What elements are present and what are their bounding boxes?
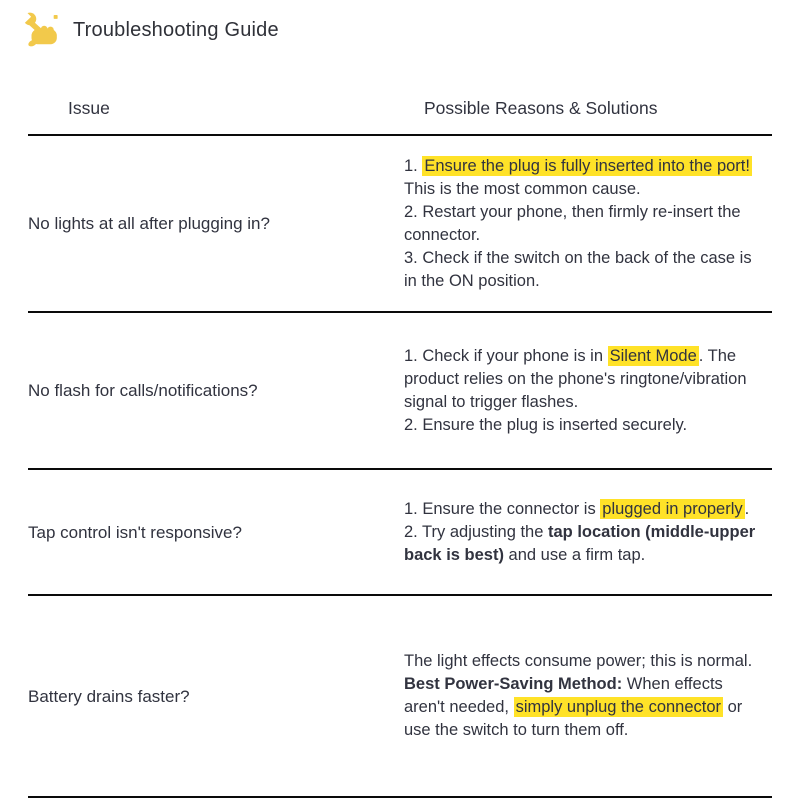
text-segment: 2. Try adjusting the [404,522,548,541]
text-segment: 2. Restart your phone, then firmly re-insert the connector. [404,202,741,244]
solution-item [404,247,762,293]
solutions-cell [380,480,772,585]
text-segment: . [744,499,750,518]
solution-item [404,414,762,437]
issue-cell: No lights at all after plugging in? [28,214,270,233]
solutions-cell [380,632,772,760]
solution-item [404,650,762,673]
bold-text: Best Power-Saving Method: [404,675,623,693]
text-segment: This is the most common cause. [404,179,641,198]
bold-text: tap location (middle-upper back is best) [404,522,756,564]
troubleshooting-table [28,82,772,798]
text-segment: When effects aren't needed, [404,675,723,716]
text-segment: 3. Check if the switch on the back of the case is in the ON position. [404,248,752,290]
highlighted-text: simply unplug the connector [515,698,722,716]
text-segment: or use the switch to turn them off. [404,698,743,739]
hand-wrench-icon [22,9,60,51]
solutions-cell [380,137,772,311]
highlighted-text: Silent Mode [609,346,697,365]
table-row [28,470,772,596]
highlighted-text: plugged in properly [602,499,743,518]
solution-item [404,155,762,201]
column-header-solutions: Possible Reasons & Solutions [424,98,658,118]
table-body [28,136,772,798]
table-header-row [28,82,772,136]
issue-cell: Battery drains faster? [28,686,190,706]
text-segment: 2. Ensure the plug is inserted securely. [404,415,688,434]
page-title: Troubleshooting Guide [73,18,279,41]
solution-item [404,201,762,247]
text-segment: 1. Ensure the connector is [404,499,601,518]
solution-item [404,498,762,521]
text-segment: . The product relies on the phone's ringtone/vibration signal to trigger flashes. [404,346,747,411]
text-segment: 1. [404,156,423,175]
solution-item [404,345,762,414]
column-header-issue: Issue [68,98,110,118]
issue-cell: Tap control isn't responsive? [28,522,242,542]
issue-cell: No flash for calls/notifications? [28,381,258,400]
highlighted-text: Ensure the plug is fully inserted into the port! [424,156,750,175]
text-segment: The light effects consume power; this is normal. [404,652,753,670]
solution-item [404,673,762,742]
table-row [28,596,772,798]
table-row [28,136,772,313]
text-segment: and use a firm tap. [503,545,646,564]
solution-item [404,521,762,567]
page-header [0,0,800,52]
text-segment: 1. Check if your phone is in [404,346,608,365]
table-row [28,313,772,470]
solutions-cell [380,327,772,455]
